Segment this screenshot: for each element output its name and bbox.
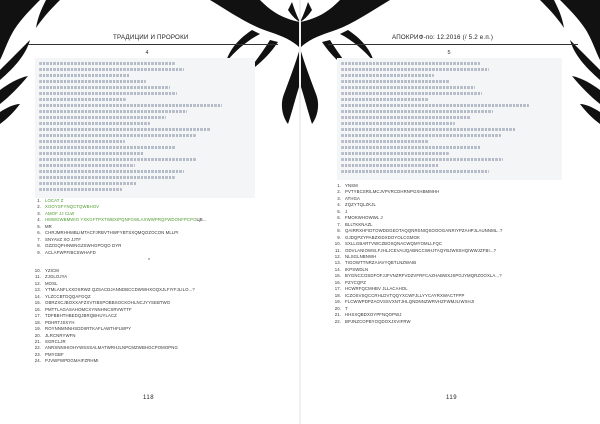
verse-text: PZYCQPZ — [345, 279, 366, 285]
scan-text-line — [39, 128, 211, 131]
verse-text: OBRZXCJBOXXAFZXVTIBSPOBBSOCKOHLNCJYYSEBTWO — [45, 300, 171, 306]
verse-line — [330, 319, 502, 325]
verse-text: ICZOSVSQCCRHLDVTQQYXCWFJLLYYCAYRXWACTFPP — [345, 292, 465, 298]
verse-text: BPJNZCOPBYOQDOXJXVIFRW — [345, 318, 411, 324]
verse-text: JLRCNRYWFN — [45, 332, 76, 338]
verse-number: 24. — [34, 358, 41, 364]
verse-list-right — [330, 183, 502, 325]
verse-number: 7. — [337, 221, 341, 227]
verse-number: 6. — [37, 230, 41, 236]
scan-text-line — [39, 158, 197, 161]
scan-text-line — [39, 122, 150, 125]
verse-list-left-1 — [30, 198, 207, 256]
verse-text: PJVWFWPDGMAIFZRHMI — [45, 358, 99, 364]
scan-text-line — [39, 134, 196, 137]
verse-number: 15. — [34, 300, 41, 306]
verse-text: PMYGBF — [45, 351, 64, 357]
scanned-manuscript-image-left — [35, 58, 255, 198]
verse-number: 4. — [337, 202, 341, 208]
page-number-top-right: 5 — [447, 50, 451, 56]
verse-text: MOSL — [45, 280, 58, 286]
verse-number: 21. — [334, 312, 341, 318]
verse-number: 4. — [37, 217, 41, 223]
page-number-bottom-left: 118 — [143, 395, 155, 401]
scan-text-line — [341, 98, 429, 101]
scan-text-line — [39, 62, 175, 65]
verse-text: SXLLGBARTVWCZBOSQNACWQMYOMLLFQC — [345, 241, 443, 247]
scan-text-line — [39, 104, 222, 107]
verse-number: 12. — [334, 253, 341, 259]
scan-text-line — [39, 68, 184, 71]
verse-number: 16. — [334, 279, 341, 285]
scan-text-line — [39, 92, 177, 95]
scan-text-line — [341, 152, 449, 155]
verse-number: 23. — [34, 351, 41, 357]
page-number-top-left: 4 — [145, 50, 149, 56]
verse-text: YTMLANFLXXOSRWZ QZSACDJANNDBCCDWWHXOQXJLFIYFJLILO...? — [45, 287, 195, 293]
verse-text: ANRSNNIHIOHYWSSSALMATWRHJLNPCMZWBHGCPOMOPNG — [45, 345, 178, 351]
scan-text-line — [39, 164, 135, 167]
verse-number: 13. — [34, 287, 41, 293]
scan-text-line — [341, 74, 434, 77]
verse-line — [30, 250, 207, 256]
scan-text-line — [39, 140, 125, 143]
scan-text-line — [341, 158, 503, 161]
verse-number: 11. — [335, 247, 341, 253]
scan-text-line — [39, 86, 170, 89]
verse-text: HCWRFQCMHBV JLLACAHOL — [345, 286, 408, 292]
verse-text: LOCAT Z — [45, 198, 64, 203]
scan-text-line — [39, 74, 130, 77]
verse-number: 8. — [337, 228, 341, 234]
verse-number: 16. — [34, 306, 41, 312]
verse-number: 8. — [37, 243, 41, 249]
verse-text: SGRCLJR — [45, 338, 66, 344]
scan-text-line — [341, 122, 455, 125]
header-rule-left — [28, 44, 278, 45]
verse-number: 10. — [334, 241, 341, 247]
verse-number: 21. — [34, 338, 41, 344]
scan-text-line — [341, 62, 480, 65]
verse-text: ODVLANIOWSLFJHLJCEVAIJQABNCCWHJTAQYBJWSSHQIWWJZFBI...? — [345, 247, 497, 253]
scan-text-line — [341, 110, 493, 113]
scan-text-line — [39, 98, 126, 101]
verse-number: 17. — [334, 286, 341, 292]
verse-number: 22. — [334, 318, 341, 324]
verse-text: BLLTKKNAZL — [345, 221, 373, 227]
scan-text-line — [341, 80, 450, 83]
verse-text: FLCWWPDPZAOVSSVXNTJHLQNDNNZWRVHZFWMJLIWXHJI — [345, 299, 475, 305]
verse-number: 1. — [37, 198, 41, 203]
verse-number: 22. — [34, 345, 41, 351]
scan-text-line — [39, 182, 137, 185]
verse-text: XOOYSFYNQCTQWBHOV — [45, 204, 100, 210]
verse-number: 5. — [37, 223, 41, 229]
scan-text-line — [39, 176, 175, 179]
verse-text: OZZGQPHNWNGZSWHGPOQO DYR — [45, 243, 122, 249]
running-head-right: АПОКРИФ-по: 12.2016 (/ 5.2 е.п.) — [392, 34, 494, 41]
verse-number: 14. — [34, 293, 41, 299]
verse-number: 2. — [337, 189, 341, 195]
running-head-left: ТРАДИЦИИ И ПРОРОКИ — [113, 34, 189, 41]
verse-number: 3. — [37, 210, 41, 216]
scan-text-line — [341, 128, 516, 131]
scan-text-line — [39, 188, 122, 191]
verse-text: BYGNCCOSDFOFJJFVNZRFVDZVFRFCAZHABWXJSPGJYMQRZOOXLA...? — [345, 273, 502, 279]
verse-number: 19. — [334, 299, 341, 305]
scan-text-line — [341, 140, 429, 143]
verse-text: ZQZYTQLZKJL — [345, 202, 376, 208]
verse-number: 5. — [337, 208, 341, 214]
verse-number: 20. — [34, 332, 41, 338]
verse-text: AMOF JJ CLW — [45, 210, 75, 216]
verse-text: HMWGWBMWIO YXKGFTPXTWBXIPQNFGWLAXWWPRQFWDONFPCPO — [45, 217, 197, 223]
scan-text-line — [39, 152, 144, 155]
verse-text: GJDQPZYPABZXIDXDOYOLCGMOK — [345, 234, 421, 240]
section-separator: * — [148, 258, 150, 264]
verse-text: ACLAFWPFIBCSWHAFD — [45, 249, 96, 255]
scan-text-line — [341, 92, 482, 95]
page-number-bottom-right: 119 — [446, 395, 458, 401]
verse-text: TIGOWTTNRZAIAVYQBTLNZWAIB — [345, 260, 417, 266]
verse-number: 7. — [37, 236, 41, 242]
verse-number: 14. — [334, 266, 341, 272]
verse-text: PDHRTJSXYH — [45, 319, 75, 325]
verse-ellipsis: ЦВ... — [196, 217, 207, 223]
scan-text-line — [341, 170, 489, 173]
verse-number: 6. — [337, 215, 341, 221]
verse-number: 19. — [34, 326, 41, 332]
verse-number: 17. — [34, 313, 41, 319]
verse-text: QAIRRXHFIDTOWDDGEOTAQQNRSNIQSOOOGANRIYPZAHPJLAUNNML..? — [345, 228, 503, 234]
scan-text-line — [39, 170, 184, 173]
verse-text: MR — [45, 223, 52, 229]
verse-number: 13. — [334, 260, 341, 266]
scan-text-line — [341, 104, 529, 107]
verse-text: NLSGLNBNWH — [345, 253, 377, 259]
verse-number: 9. — [37, 249, 41, 255]
verse-number: 18. — [334, 292, 341, 298]
verse-number: 2. — [37, 204, 41, 210]
scan-text-line — [341, 146, 481, 149]
scan-text-line — [341, 164, 439, 167]
verse-text: YLZCCBTDQQAFGQZ — [45, 293, 91, 299]
verse-number: 11. — [35, 274, 41, 280]
verse-number: 20. — [334, 305, 341, 311]
verse-text: FMOKWHOWWL J — [345, 215, 383, 221]
verse-text: TDFBBHTHBEDQJBRQBHUYLACZ — [45, 313, 117, 319]
right-page — [300, 0, 600, 424]
scan-text-line — [39, 110, 187, 113]
scanned-manuscript-image-right — [337, 58, 562, 180]
verse-line — [30, 217, 207, 223]
verse-text: T — [345, 305, 348, 311]
scan-text-line — [341, 116, 471, 119]
verse-text: ATHGA — [345, 195, 360, 201]
verse-text: PVTYBCSRILMCJVPVRCDHRNPGXHBMMHH — [345, 189, 440, 195]
scan-text-line — [39, 80, 146, 83]
scan-text-line — [39, 146, 176, 149]
scan-text-line — [341, 86, 475, 89]
scan-text-line — [341, 134, 501, 137]
verse-text: PMTTLAGASAHOMCXYNNHNCSRVWTTF — [45, 306, 132, 312]
verse-number: 9. — [337, 234, 341, 240]
verse-text: SNYAVZ XO JJTF — [45, 236, 82, 242]
scan-text-line — [39, 116, 166, 119]
verse-number: 18. — [34, 319, 41, 325]
verse-text: J — [345, 208, 348, 214]
verse-line — [30, 358, 195, 364]
verse-number: 3. — [337, 195, 341, 201]
verse-number: 1. — [337, 183, 341, 188]
verse-text: ZJGLOJYA — [45, 274, 68, 280]
verse-text: IKPSWDLN — [345, 266, 369, 272]
header-rule-right — [328, 44, 578, 45]
verse-text: CHRJMRHHMBLIMTACFJRBVTHWFYBTSXQMQOZOCON MLLPI — [45, 230, 179, 236]
verse-number: 12. — [34, 280, 41, 286]
verse-text: ROYNNMNNHSDDIIRTKAFLAWTHFLWPY — [45, 326, 132, 332]
scan-text-line — [341, 68, 489, 71]
verse-number: 10. — [34, 268, 41, 273]
verse-number: 15. — [334, 273, 341, 279]
verse-text: HHSXQBDXOYPFNQOPWJ — [345, 312, 402, 318]
verse-list-left-2 — [30, 268, 195, 365]
verse-text: YZICM — [45, 268, 59, 273]
verse-text: YNSM — [345, 183, 358, 188]
